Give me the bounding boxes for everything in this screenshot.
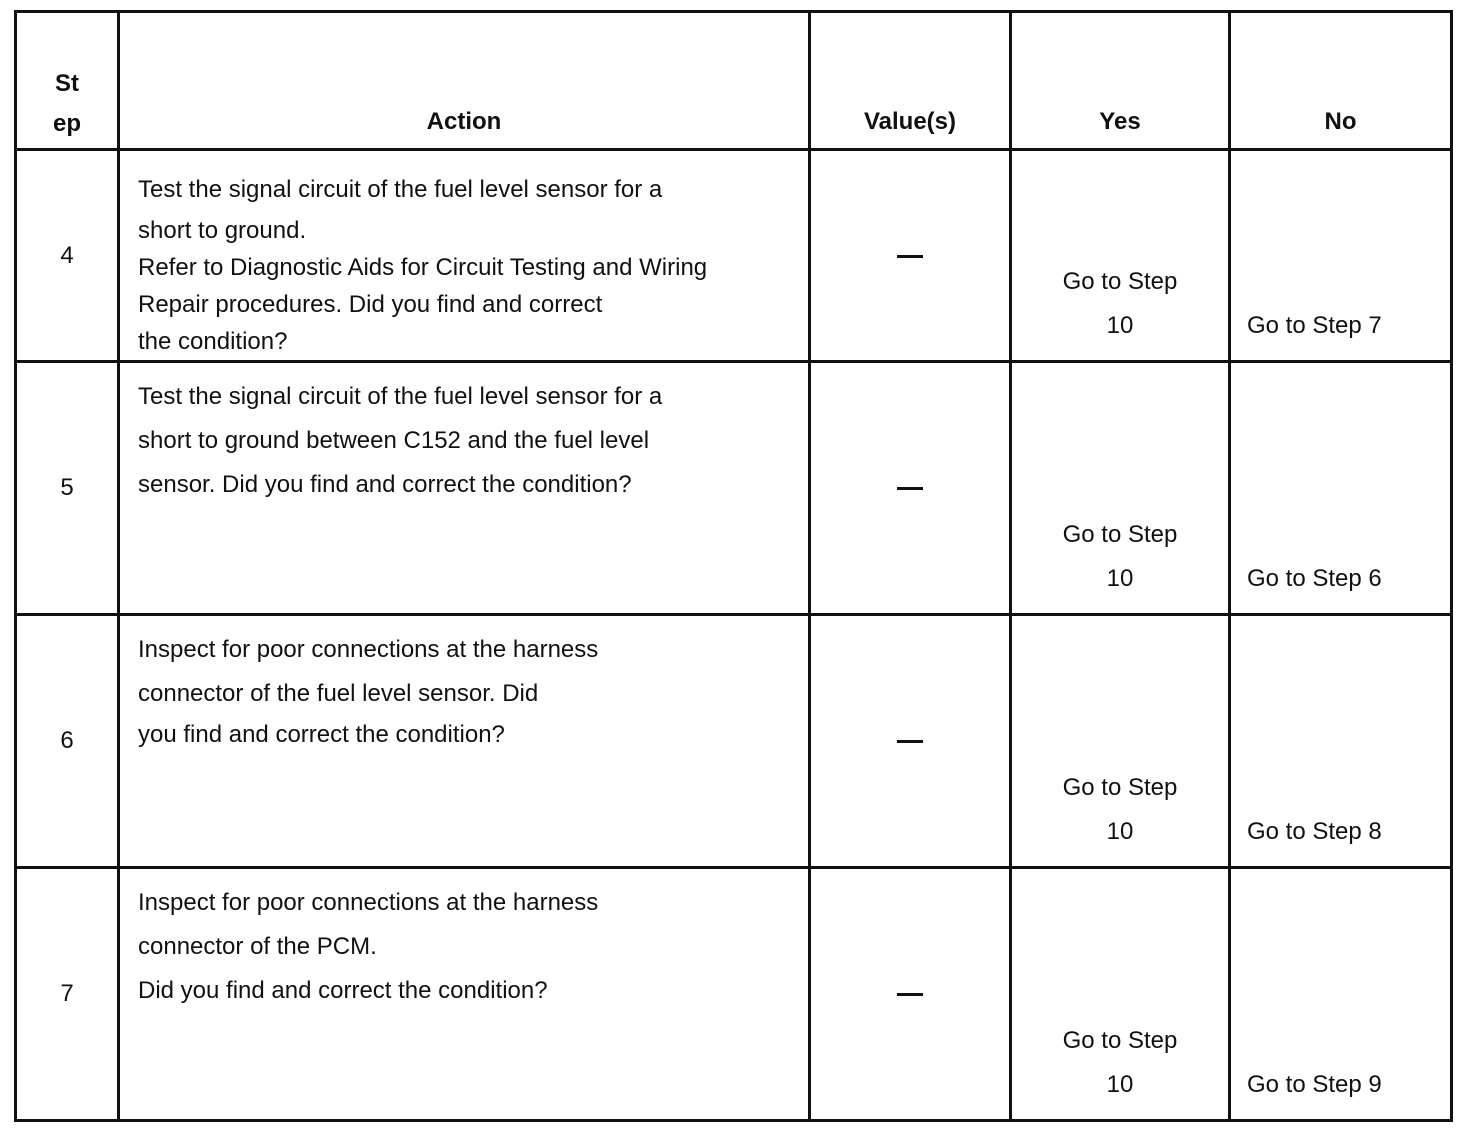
action-text	[119, 150, 810, 362]
value-cell	[810, 868, 1011, 1121]
action-line: short to ground.	[138, 217, 307, 244]
yes-line: Go to Step	[1062, 268, 1178, 295]
yes-cell	[1011, 868, 1230, 1121]
yes-line: Go to Step	[1062, 521, 1178, 548]
table-row	[16, 150, 1452, 362]
no-cell: Go to Step 7	[1230, 150, 1452, 362]
yes-line: Go to Step	[1062, 774, 1178, 801]
no-cell: Go to Step 9	[1230, 868, 1452, 1121]
table-row	[16, 615, 1452, 868]
diagnostic-steps-table	[14, 10, 1453, 1122]
no-cell: Go to Step 8	[1230, 615, 1452, 868]
action-line: connector of the PCM.	[138, 933, 377, 960]
action-line: connector of the fuel level sensor. Did	[138, 680, 539, 707]
step-number: 5	[16, 362, 119, 615]
table-row	[16, 362, 1452, 615]
action-line: Did you find and correct the condition?	[138, 977, 548, 1004]
action-line: Repair procedures. Did you find and correct	[138, 291, 603, 318]
dash-mark	[897, 255, 923, 258]
yes-cell	[1011, 150, 1230, 362]
step-header-line1: St	[55, 70, 79, 97]
action-line: you find and correct the condition?	[138, 721, 505, 748]
step-number: 4	[16, 150, 119, 362]
action-text	[119, 868, 810, 1121]
no-cell: Go to Step 6	[1230, 362, 1452, 615]
value-cell	[810, 615, 1011, 868]
yes-cell	[1011, 362, 1230, 615]
action-line: sensor. Did you find and correct the condition?	[138, 471, 632, 498]
yes-line: 10	[1106, 1071, 1134, 1098]
header-row	[16, 12, 1452, 150]
action-line: the condition?	[138, 328, 288, 355]
step-number: 7	[16, 868, 119, 1121]
action-text	[119, 615, 810, 868]
dash-mark	[897, 740, 923, 743]
yes-line: 10	[1106, 565, 1134, 592]
action-line: Refer to Diagnostic Aids for Circuit Testing and Wiring	[138, 254, 708, 281]
action-line: Test the signal circuit of the fuel level sensor for a	[138, 176, 663, 203]
yes-line: 10	[1106, 818, 1134, 845]
yes-column-header: Yes	[1011, 12, 1230, 150]
yes-line: Go to Step	[1062, 1027, 1178, 1054]
action-column-header: Action	[119, 12, 810, 150]
values-column-header: Value(s)	[810, 12, 1011, 150]
action-line: short to ground between C152 and the fuel level	[138, 427, 650, 454]
value-cell	[810, 362, 1011, 615]
value-cell	[810, 150, 1011, 362]
step-header-line2: ep	[52, 110, 81, 137]
action-line: Test the signal circuit of the fuel level sensor for a	[138, 383, 663, 410]
dash-mark	[897, 487, 923, 490]
step-number: 6	[16, 615, 119, 868]
action-text	[119, 362, 810, 615]
yes-cell	[1011, 615, 1230, 868]
table-row	[16, 868, 1452, 1121]
yes-line: 10	[1106, 312, 1134, 339]
dash-mark	[897, 993, 923, 996]
no-column-header: No	[1230, 12, 1452, 150]
step-column-header	[16, 12, 119, 150]
action-line: Inspect for poor connections at the harness	[138, 636, 599, 663]
action-line: Inspect for poor connections at the harness	[138, 889, 599, 916]
